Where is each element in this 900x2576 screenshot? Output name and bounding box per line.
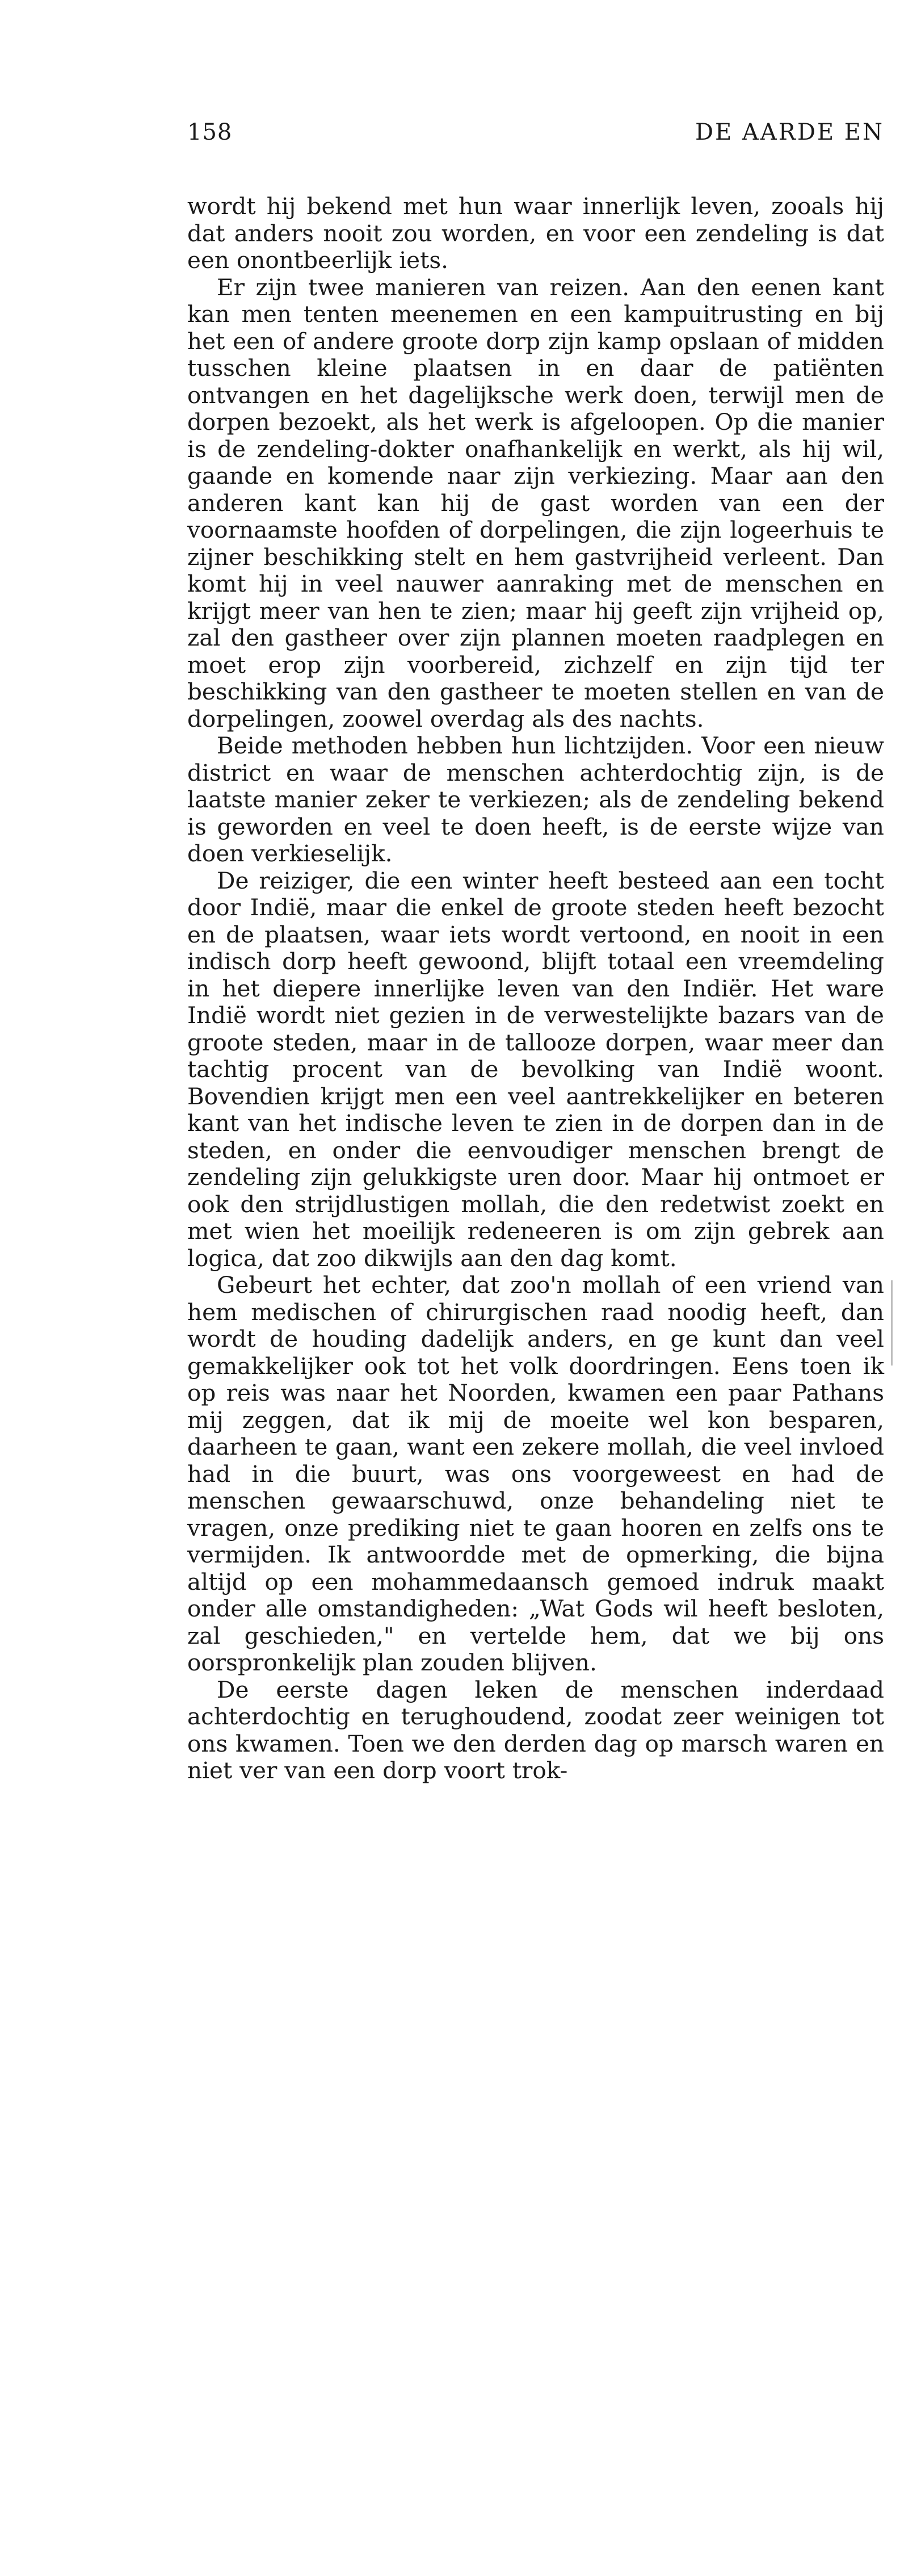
paragraph: De reiziger, die een winter heeft besteed aan een tocht door Indië, maar die enkel de groote steden heeft bezocht en de plaatsen, waar iets wordt vertoond, en nooit in een indisch dorp heeft gewoond, blijft totaal een vreemdeling in het diepere innerlijke leven van den Indiër. Het ware Indië wordt niet gezien in de verwestelijkte bazars van de groote steden, maar in de tallooze dorpen, waar meer dan tachtig procent van de bevolking van Indië woont. Bovendien krijgt men een veel aantrekkelijker en beteren kant van het indische leven te zien in de dorpen dan in de steden, en onder die eenvoudiger menschen brengt de zendeling zijn gelukkigste uren door. Maar hij ontmoet er ook den strijdlustigen mollah, die den redetwist zoekt en met wien het moeilijk redeneeren is om zijn gebrek aan logica, dat zoo dikwijls aan den dag komt. bbox=[187, 866, 884, 1272]
page-number: 158 bbox=[187, 119, 233, 145]
paragraph-continued: wordt hij bekend met hun waar innerlijk leven, zooals hij dat anders nooit zou worden, en voor een zendeling is dat een onontbeerlijk iets. bbox=[187, 192, 884, 274]
paragraph: Gebeurt het echter, dat zoo'n mollah of een vriend van hem medischen of chirurgischen raad noodig heeft, dan wordt de houding dadelijk anders, en ge kunt dan veel gemakkelijker ook tot het volk doordringen. Eens toen ik op reis was naar het Noorden, kwamen een paar Pathans mij zeggen, dat ik mij de moeite wel kon besparen, daarheen te gaan, want een zekere mollah, die veel invloed had in die buurt, was ons voorgeweest en had de menschen gewaarschuwd, onze behandeling niet te vragen, onze prediking niet te gaan hooren en zelfs ons te vermijden. Ik antwoordde met de opmerking, die bijna altijd op een mohammedaansch gemoed indruk maakt onder alle omstandigheden: „Wat Gods wil heeft besloten, zal geschieden," en vertelde hem, dat we bij ons oorspronkelijk plan zouden blijven. bbox=[187, 1271, 884, 1676]
margin-mark bbox=[891, 1280, 893, 1366]
running-title: DE AARDE EN bbox=[695, 119, 884, 145]
paragraph: Beide methoden hebben hun lichtzijden. Voor een nieuw district en waar de menschen achterdochtig zijn, is de laatste manier zeker te verkiezen; als de zendeling bekend is geworden en veel te doen heeft, is de eerste wijze van doen verkieselijk. bbox=[187, 732, 884, 867]
paragraph: De eerste dagen leken de menschen inderdaad achterdochtig en terughoudend, zoodat zeer weinigen tot ons kwamen. Toen we den derden dag op marsch waren en niet ver van een dorp voort trok- bbox=[187, 1676, 884, 1784]
paragraph: Er zijn twee manieren van reizen. Aan den eenen kant kan men tenten meenemen en een kampuitrusting en bij het een of andere groote dorp zijn kamp opslaan of midden tusschen kleine plaatsen in en daar de patiënten ontvangen en het dagelijksche werk doen, terwijl men de dorpen bezoekt, als het werk is afgeloopen. Op die manier is de zendeling-dokter onafhankelijk en werkt, als hij wil, gaande en komende naar zijn verkiezing. Maar aan den anderen kant kan hij de gast worden van een der voornaamste hoofden of dorpelingen, die zijn logeerhuis te zijner beschikking stelt en hem gastvrijheid verleent. Dan komt hij in veel nauwer aanraking met de menschen en krijgt meer van hen te zien; maar hij geeft zijn vrijheid op, zal den gastheer over zijn plannen moeten raadplegen en moet erop zijn voorbereid, zichzelf en zijn tijd ter beschikking van den gastheer te moeten stellen en van de dorpelingen, zoowel overdag als des nachts. bbox=[187, 273, 884, 732]
body-text bbox=[187, 193, 884, 1785]
running-head bbox=[187, 119, 884, 159]
